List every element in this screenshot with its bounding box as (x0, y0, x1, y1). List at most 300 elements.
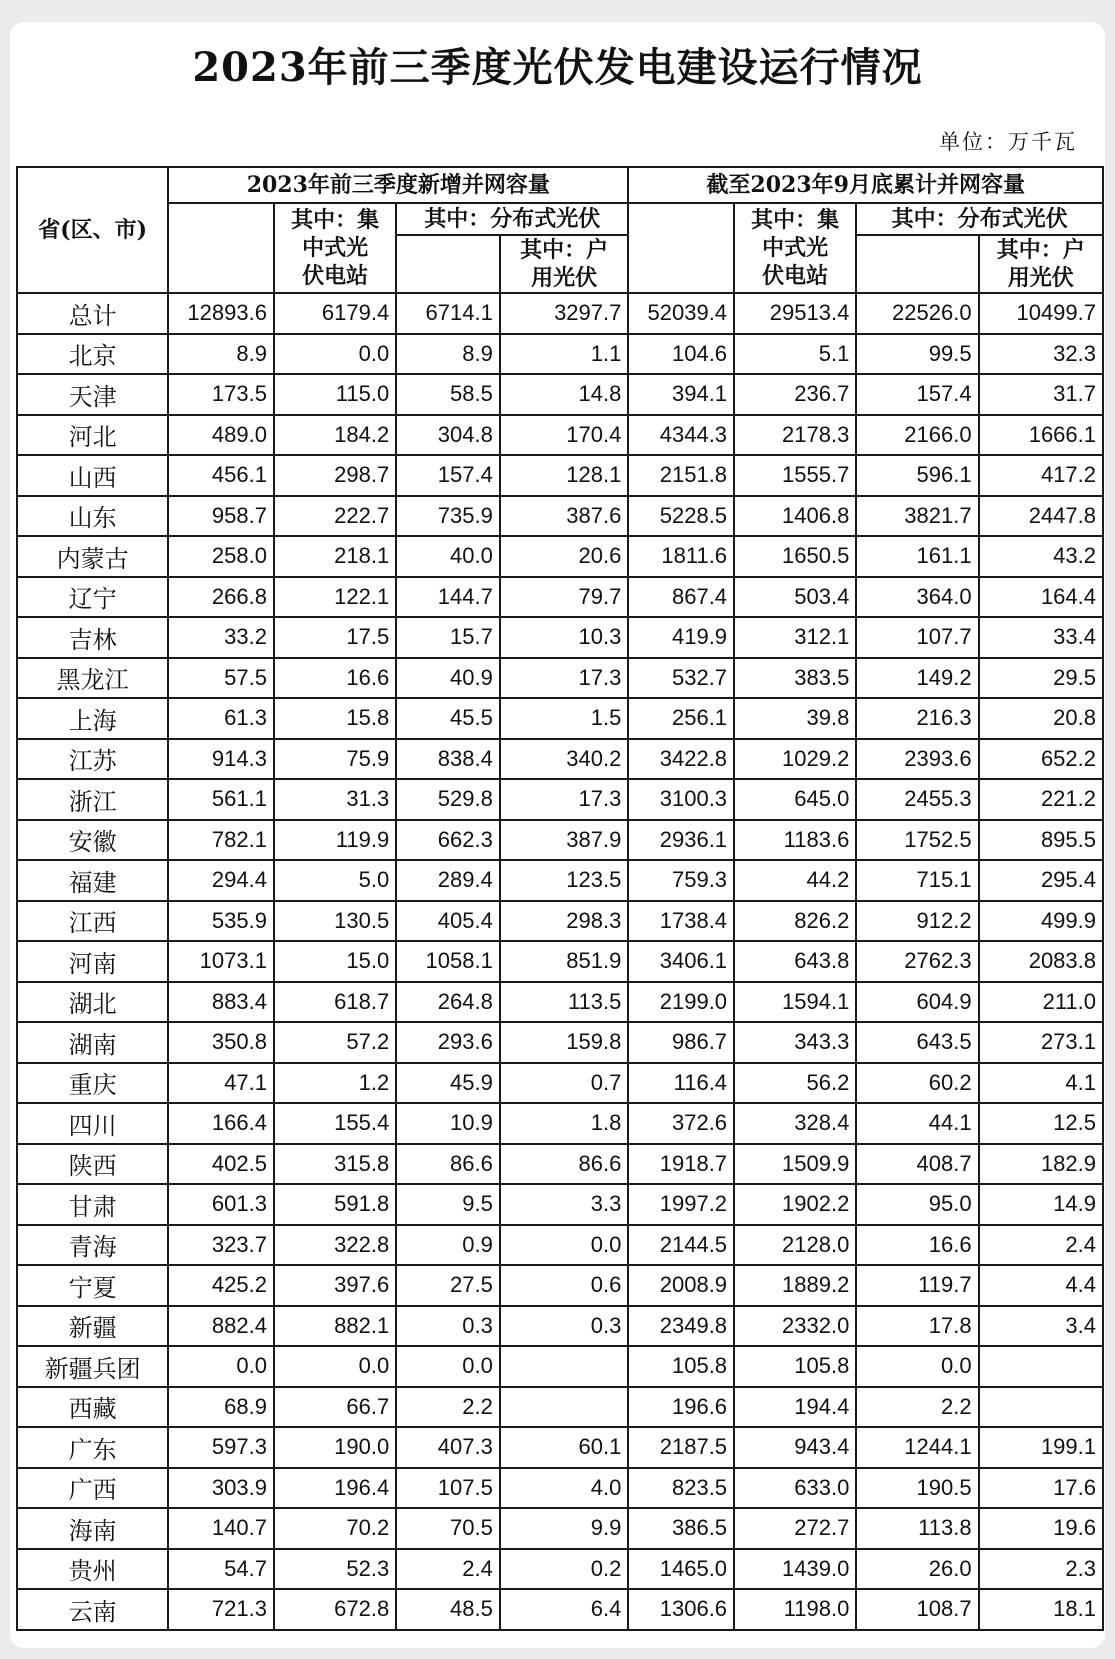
value-cell: 826.2 (734, 901, 856, 942)
value-cell: 190.0 (274, 1427, 396, 1468)
value-cell: 116.4 (628, 1063, 734, 1104)
value-cell: 0.0 (168, 1346, 274, 1387)
value-cell: 2.2 (856, 1387, 978, 1428)
value-cell: 2.4 (396, 1549, 500, 1590)
value-cell: 1.5 (500, 698, 629, 739)
value-cell: 312.1 (734, 617, 856, 658)
value-cell: 32.3 (979, 334, 1103, 375)
province-name: 山西 (17, 455, 168, 496)
value-cell: 303.9 (168, 1468, 274, 1509)
value-cell: 86.6 (396, 1144, 500, 1185)
document-sheet (10, 22, 1105, 1648)
value-cell: 0.9 (396, 1225, 500, 1266)
value-cell: 48.5 (396, 1589, 500, 1630)
value-cell: 44.2 (734, 860, 856, 901)
value-cell: 52039.4 (628, 293, 734, 334)
value-cell: 182.9 (979, 1144, 1103, 1185)
value-cell: 895.5 (979, 820, 1103, 861)
value-cell: 164.4 (979, 577, 1103, 618)
value-cell: 221.2 (979, 779, 1103, 820)
province-name: 河南 (17, 941, 168, 982)
province-name: 吉林 (17, 617, 168, 658)
value-cell: 294.4 (168, 860, 274, 901)
value-cell: 60.2 (856, 1063, 978, 1104)
value-cell: 107.5 (396, 1468, 500, 1509)
value-cell: 383.5 (734, 658, 856, 699)
province-name: 辽宁 (17, 577, 168, 618)
value-cell: 157.4 (856, 374, 978, 415)
table-row (17, 536, 1103, 577)
value-cell: 9.9 (500, 1508, 629, 1549)
value-cell: 0.0 (274, 1346, 396, 1387)
value-cell: 2083.8 (979, 941, 1103, 982)
value-cell: 56.2 (734, 1063, 856, 1104)
value-cell: 33.4 (979, 617, 1103, 658)
table-row (17, 1549, 1103, 1590)
value-cell: 256.1 (628, 698, 734, 739)
header-cum-centralized: 其中：集 中式光 伏电站 (734, 203, 856, 293)
value-cell: 1889.2 (734, 1265, 856, 1306)
table-row (17, 820, 1103, 861)
value-cell: 149.2 (856, 658, 978, 699)
value-cell: 6179.4 (274, 293, 396, 334)
value-cell: 10499.7 (979, 293, 1103, 334)
value-cell: 2762.3 (856, 941, 978, 982)
value-cell: 39.8 (734, 698, 856, 739)
value-cell: 645.0 (734, 779, 856, 820)
value-cell: 44.1 (856, 1103, 978, 1144)
value-cell: 155.4 (274, 1103, 396, 1144)
value-cell: 211.0 (979, 982, 1103, 1023)
value-cell: 2.3 (979, 1549, 1103, 1590)
header-cum-household: 其中：户 用光伏 (979, 235, 1103, 293)
value-cell: 2.2 (396, 1387, 500, 1428)
value-cell: 1439.0 (734, 1549, 856, 1590)
value-cell: 57.5 (168, 658, 274, 699)
table-row (17, 1265, 1103, 1306)
table-row (17, 658, 1103, 699)
province-name: 河北 (17, 415, 168, 456)
value-cell: 45.5 (396, 698, 500, 739)
value-cell: 3406.1 (628, 941, 734, 982)
value-cell: 1650.5 (734, 536, 856, 577)
province-name: 广东 (17, 1427, 168, 1468)
table-row (17, 779, 1103, 820)
value-cell: 1306.6 (628, 1589, 734, 1630)
value-cell: 18.1 (979, 1589, 1103, 1630)
value-cell: 662.3 (396, 820, 500, 861)
value-cell: 323.7 (168, 1225, 274, 1266)
table-row (17, 1306, 1103, 1347)
value-cell: 2166.0 (856, 415, 978, 456)
value-cell: 105.8 (734, 1346, 856, 1387)
value-cell: 33.2 (168, 617, 274, 658)
value-cell: 15.8 (274, 698, 396, 739)
value-cell: 529.8 (396, 779, 500, 820)
value-cell: 113.5 (500, 982, 629, 1023)
table-row (17, 1022, 1103, 1063)
table-row (17, 1103, 1103, 1144)
table-row (17, 1144, 1103, 1185)
value-cell: 218.1 (274, 536, 396, 577)
value-cell: 914.3 (168, 739, 274, 780)
value-cell: 57.2 (274, 1022, 396, 1063)
table-body (17, 293, 1103, 1630)
table-row (17, 455, 1103, 496)
value-cell (500, 1346, 629, 1387)
value-cell: 10.3 (500, 617, 629, 658)
value-cell: 79.7 (500, 577, 629, 618)
value-cell: 499.9 (979, 901, 1103, 942)
province-name: 福建 (17, 860, 168, 901)
header-new-household: 其中：户 用光伏 (500, 235, 629, 293)
value-cell: 12.5 (979, 1103, 1103, 1144)
value-cell: 408.7 (856, 1144, 978, 1185)
value-cell: 17.6 (979, 1468, 1103, 1509)
value-cell: 113.8 (856, 1508, 978, 1549)
value-cell: 122.1 (274, 577, 396, 618)
value-cell: 9.5 (396, 1184, 500, 1225)
value-cell: 3100.3 (628, 779, 734, 820)
value-cell: 2936.1 (628, 820, 734, 861)
value-cell: 643.8 (734, 941, 856, 982)
value-cell: 0.3 (396, 1306, 500, 1347)
value-cell: 161.1 (856, 536, 978, 577)
value-cell: 216.3 (856, 698, 978, 739)
table-row (17, 860, 1103, 901)
province-name: 海南 (17, 1508, 168, 1549)
value-cell: 2008.9 (628, 1265, 734, 1306)
value-cell: 157.4 (396, 455, 500, 496)
value-cell: 618.7 (274, 982, 396, 1023)
table-row (17, 293, 1103, 334)
value-cell: 407.3 (396, 1427, 500, 1468)
value-cell: 17.3 (500, 658, 629, 699)
value-cell: 782.1 (168, 820, 274, 861)
table-row (17, 1184, 1103, 1225)
table-row (17, 1427, 1103, 1468)
value-cell: 672.8 (274, 1589, 396, 1630)
value-cell: 31.3 (274, 779, 396, 820)
value-cell: 104.6 (628, 334, 734, 375)
province-name: 甘肃 (17, 1184, 168, 1225)
page-title: 2023年前三季度光伏发电建设运行情况 (192, 44, 923, 91)
value-cell: 0.0 (396, 1346, 500, 1387)
province-name: 湖南 (17, 1022, 168, 1063)
province-name: 西藏 (17, 1387, 168, 1428)
value-cell: 15.7 (396, 617, 500, 658)
table-row (17, 739, 1103, 780)
value-cell: 986.7 (628, 1022, 734, 1063)
value-cell: 1811.6 (628, 536, 734, 577)
value-cell: 882.1 (274, 1306, 396, 1347)
province-name: 北京 (17, 334, 168, 375)
header-cum-distributed-total (856, 235, 978, 293)
value-cell: 402.5 (168, 1144, 274, 1185)
value-cell: 503.4 (734, 577, 856, 618)
value-cell: 328.4 (734, 1103, 856, 1144)
value-cell: 535.9 (168, 901, 274, 942)
value-cell: 417.2 (979, 455, 1103, 496)
value-cell: 1058.1 (396, 941, 500, 982)
value-cell: 394.1 (628, 374, 734, 415)
header-cum-total (628, 203, 734, 293)
value-cell: 643.5 (856, 1022, 978, 1063)
table-row (17, 1508, 1103, 1549)
value-cell: 86.6 (500, 1144, 629, 1185)
value-cell: 315.8 (274, 1144, 396, 1185)
value-cell: 17.3 (500, 779, 629, 820)
value-cell: 27.5 (396, 1265, 500, 1306)
value-cell: 99.5 (856, 334, 978, 375)
value-cell: 199.1 (979, 1427, 1103, 1468)
province-name: 贵州 (17, 1549, 168, 1590)
value-cell: 532.7 (628, 658, 734, 699)
value-cell: 66.7 (274, 1387, 396, 1428)
province-name: 广西 (17, 1468, 168, 1509)
value-cell: 0.2 (500, 1549, 629, 1590)
value-cell: 2178.3 (734, 415, 856, 456)
value-cell: 2332.0 (734, 1306, 856, 1347)
value-cell: 601.3 (168, 1184, 274, 1225)
value-cell: 22526.0 (856, 293, 978, 334)
value-cell: 61.3 (168, 698, 274, 739)
value-cell: 190.5 (856, 1468, 978, 1509)
value-cell: 1902.2 (734, 1184, 856, 1225)
value-cell: 1244.1 (856, 1427, 978, 1468)
capacity-table (16, 166, 1104, 1631)
value-cell: 456.1 (168, 455, 274, 496)
value-cell: 0.3 (500, 1306, 629, 1347)
value-cell: 721.3 (168, 1589, 274, 1630)
value-cell: 5228.5 (628, 496, 734, 537)
table-row (17, 698, 1103, 739)
value-cell: 1594.1 (734, 982, 856, 1023)
table-row (17, 1063, 1103, 1104)
value-cell: 8.9 (396, 334, 500, 375)
value-cell: 943.4 (734, 1427, 856, 1468)
value-cell: 166.4 (168, 1103, 274, 1144)
value-cell: 54.7 (168, 1549, 274, 1590)
value-cell: 140.7 (168, 1508, 274, 1549)
value-cell: 273.1 (979, 1022, 1103, 1063)
value-cell: 3422.8 (628, 739, 734, 780)
value-cell: 58.5 (396, 374, 500, 415)
table-row (17, 1387, 1103, 1428)
value-cell: 6714.1 (396, 293, 500, 334)
value-cell: 350.8 (168, 1022, 274, 1063)
value-cell: 264.8 (396, 982, 500, 1023)
value-cell: 322.8 (274, 1225, 396, 1266)
value-cell: 60.1 (500, 1427, 629, 1468)
value-cell: 170.4 (500, 415, 629, 456)
province-name: 江苏 (17, 739, 168, 780)
value-cell: 2447.8 (979, 496, 1103, 537)
value-cell: 45.9 (396, 1063, 500, 1104)
value-cell: 258.0 (168, 536, 274, 577)
value-cell: 867.4 (628, 577, 734, 618)
value-cell: 1738.4 (628, 901, 734, 942)
province-name: 浙江 (17, 779, 168, 820)
value-cell: 372.6 (628, 1103, 734, 1144)
table-row (17, 1468, 1103, 1509)
value-cell: 1.8 (500, 1103, 629, 1144)
value-cell: 184.2 (274, 415, 396, 456)
value-cell: 2.4 (979, 1225, 1103, 1266)
value-cell: 194.4 (734, 1387, 856, 1428)
value-cell: 29513.4 (734, 293, 856, 334)
value-cell: 108.7 (856, 1589, 978, 1630)
value-cell: 3821.7 (856, 496, 978, 537)
value-cell: 419.9 (628, 617, 734, 658)
value-cell: 343.3 (734, 1022, 856, 1063)
value-cell: 386.5 (628, 1508, 734, 1549)
table-row (17, 617, 1103, 658)
table-row (17, 901, 1103, 942)
value-cell: 17.5 (274, 617, 396, 658)
table-row (17, 1346, 1103, 1387)
value-cell: 1.2 (274, 1063, 396, 1104)
value-cell: 2349.8 (628, 1306, 734, 1347)
value-cell: 652.2 (979, 739, 1103, 780)
value-cell: 340.2 (500, 739, 629, 780)
value-cell: 596.1 (856, 455, 978, 496)
value-cell: 561.1 (168, 779, 274, 820)
value-cell: 715.1 (856, 860, 978, 901)
value-cell: 15.0 (274, 941, 396, 982)
value-cell: 4344.3 (628, 415, 734, 456)
value-cell: 1666.1 (979, 415, 1103, 456)
table-row (17, 1225, 1103, 1266)
table-row (17, 941, 1103, 982)
value-cell: 1509.9 (734, 1144, 856, 1185)
value-cell: 293.6 (396, 1022, 500, 1063)
value-cell: 123.5 (500, 860, 629, 901)
province-name: 四川 (17, 1103, 168, 1144)
value-cell: 0.0 (500, 1225, 629, 1266)
header-cumulative-capacity: 截至2023年9月底累计并网容量 (628, 167, 1103, 203)
value-cell: 3.4 (979, 1306, 1103, 1347)
value-cell: 838.4 (396, 739, 500, 780)
value-cell: 196.6 (628, 1387, 734, 1428)
value-cell: 298.3 (500, 901, 629, 942)
value-cell: 298.7 (274, 455, 396, 496)
value-cell: 20.8 (979, 698, 1103, 739)
value-cell: 107.7 (856, 617, 978, 658)
value-cell: 1198.0 (734, 1589, 856, 1630)
value-cell: 882.4 (168, 1306, 274, 1347)
header-new-capacity: 2023年前三季度新增并网容量 (168, 167, 628, 203)
value-cell: 119.9 (274, 820, 396, 861)
value-cell: 1183.6 (734, 820, 856, 861)
value-cell (979, 1387, 1103, 1428)
value-cell: 1029.2 (734, 739, 856, 780)
value-cell: 0.0 (274, 334, 396, 375)
value-cell: 295.4 (979, 860, 1103, 901)
table-row (17, 1589, 1103, 1630)
value-cell: 14.9 (979, 1184, 1103, 1225)
province-name: 安徽 (17, 820, 168, 861)
value-cell: 289.4 (396, 860, 500, 901)
value-cell: 8.9 (168, 334, 274, 375)
value-cell: 387.9 (500, 820, 629, 861)
value-cell: 0.6 (500, 1265, 629, 1306)
value-cell: 75.9 (274, 739, 396, 780)
province-name: 天津 (17, 374, 168, 415)
value-cell: 196.4 (274, 1468, 396, 1509)
unit-label: 单位：万千瓦 (939, 130, 1077, 154)
value-cell: 2393.6 (856, 739, 978, 780)
value-cell: 591.8 (274, 1184, 396, 1225)
value-cell: 0.0 (856, 1346, 978, 1387)
value-cell: 1.1 (500, 334, 629, 375)
value-cell: 425.2 (168, 1265, 274, 1306)
value-cell: 31.7 (979, 374, 1103, 415)
value-cell: 823.5 (628, 1468, 734, 1509)
value-cell: 16.6 (274, 658, 396, 699)
value-cell: 912.2 (856, 901, 978, 942)
value-cell: 1997.2 (628, 1184, 734, 1225)
value-cell: 144.7 (396, 577, 500, 618)
value-cell: 1465.0 (628, 1549, 734, 1590)
value-cell: 597.3 (168, 1427, 274, 1468)
province-name: 云南 (17, 1589, 168, 1630)
header-cum-distributed: 其中：分布式光伏 (856, 203, 1103, 235)
value-cell: 10.9 (396, 1103, 500, 1144)
province-name: 总计 (17, 293, 168, 334)
province-name: 江西 (17, 901, 168, 942)
header-province: 省(区、市) (17, 167, 168, 293)
province-name: 湖北 (17, 982, 168, 1023)
value-cell: 4.1 (979, 1063, 1103, 1104)
value-cell: 489.0 (168, 415, 274, 456)
province-name: 新疆 (17, 1306, 168, 1347)
value-cell: 735.9 (396, 496, 500, 537)
value-cell (500, 1387, 629, 1428)
province-name: 宁夏 (17, 1265, 168, 1306)
value-cell: 2455.3 (856, 779, 978, 820)
value-cell: 1406.8 (734, 496, 856, 537)
value-cell: 3297.7 (500, 293, 629, 334)
value-cell: 405.4 (396, 901, 500, 942)
value-cell: 115.0 (274, 374, 396, 415)
value-cell: 0.7 (500, 1063, 629, 1104)
value-cell: 4.4 (979, 1265, 1103, 1306)
value-cell: 68.9 (168, 1387, 274, 1428)
value-cell: 633.0 (734, 1468, 856, 1509)
value-cell: 5.0 (274, 860, 396, 901)
value-cell: 128.1 (500, 455, 629, 496)
province-name: 青海 (17, 1225, 168, 1266)
value-cell: 1752.5 (856, 820, 978, 861)
value-cell: 159.8 (500, 1022, 629, 1063)
value-cell: 130.5 (274, 901, 396, 942)
value-cell: 40.9 (396, 658, 500, 699)
value-cell: 47.1 (168, 1063, 274, 1104)
value-cell: 1918.7 (628, 1144, 734, 1185)
value-cell: 52.3 (274, 1549, 396, 1590)
value-cell: 17.8 (856, 1306, 978, 1347)
value-cell: 16.6 (856, 1225, 978, 1266)
value-cell: 5.1 (734, 334, 856, 375)
value-cell: 119.7 (856, 1265, 978, 1306)
table-row (17, 374, 1103, 415)
value-cell: 851.9 (500, 941, 629, 982)
value-cell: 236.7 (734, 374, 856, 415)
table-row (17, 496, 1103, 537)
value-cell: 26.0 (856, 1549, 978, 1590)
province-name: 上海 (17, 698, 168, 739)
